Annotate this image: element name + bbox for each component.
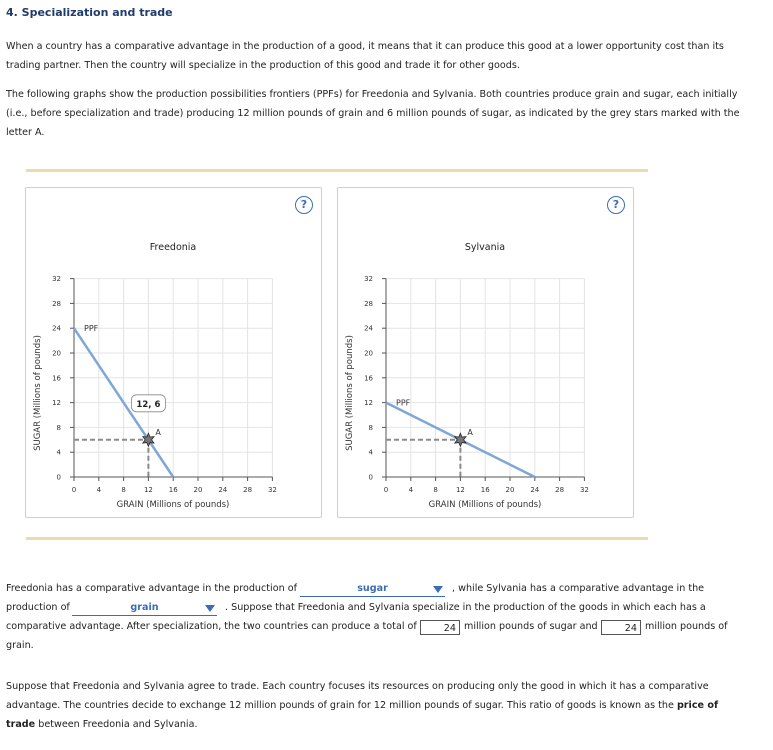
sylvania-grid xyxy=(386,279,584,477)
sylvania-graph[interactable] xyxy=(338,188,633,517)
total-grain-input[interactable]: 24 xyxy=(601,620,641,635)
sylvania-help-button[interactable]: ? xyxy=(607,196,625,214)
sylvania-graph-panel xyxy=(337,187,634,518)
answer-text-6: million pounds of sugar and xyxy=(464,621,598,632)
divider-top xyxy=(26,169,648,172)
freedonia-y-tick-label: 4 xyxy=(56,448,61,457)
freedonia-y-tick-label: 28 xyxy=(52,299,61,308)
dropdown-2-value: grain xyxy=(130,602,159,613)
freedonia-graph[interactable] xyxy=(26,188,321,517)
freedonia-x-tick-label: 32 xyxy=(267,486,277,494)
sylvania-ppf-label: PPF xyxy=(396,398,411,408)
sylvania-y-tick-label: 28 xyxy=(364,299,373,308)
sylvania-y-tick-label: 0 xyxy=(368,473,373,482)
sylvania-x-tick-label: 16 xyxy=(480,486,490,494)
sylvania-x-tick-label: 20 xyxy=(505,486,515,494)
intro-paragraph-1: When a country has a comparative advantage in the production of a good, it means that it can produce this good at a lower opportunity cost than its trading partner. Then the country will specialize in the production of this good and trade it for other goods. xyxy=(6,41,724,71)
freedonia-tooltip-text: 12, 6 xyxy=(136,399,161,410)
freedonia-help-button[interactable]: ? xyxy=(295,196,313,214)
freedonia-y-tick-label: 8 xyxy=(56,423,61,432)
answer-text-7: million pounds of xyxy=(645,621,728,632)
sylvania-y-axis-label: SUGAR (Millions of pounds) xyxy=(345,335,355,451)
sylvania-y-tick-label: 16 xyxy=(364,374,373,383)
sylvania-point-a-label: A xyxy=(467,427,473,437)
sylvania-x-tick-label: 4 xyxy=(408,486,414,494)
freedonia-x-tick-label: 0 xyxy=(71,486,77,494)
freedonia-grid xyxy=(74,279,272,477)
sylvania-x-axis-label: GRAIN (Millions of pounds) xyxy=(428,500,542,510)
sylvania-y-tick-label: 12 xyxy=(364,399,373,408)
freedonia-y-tick-label: 20 xyxy=(52,349,61,358)
divider-bottom xyxy=(26,537,648,540)
chevron-down-icon xyxy=(205,605,215,612)
sylvania-ticks xyxy=(364,275,589,494)
freedonia-y-tick-label: 16 xyxy=(52,374,61,383)
answer-text-4: . Suppose that Freedonia and Sylvania specialize in the production of the goods in which each has a xyxy=(225,602,706,613)
answer-text-1: Freedonia has a comparative advantage in the production of xyxy=(6,583,297,594)
freedonia-x-tick-label: 24 xyxy=(218,486,228,494)
sylvania-x-tick-label: 8 xyxy=(433,486,438,494)
sylvania-y-tick-label: 32 xyxy=(364,275,373,284)
freedonia-x-tick-label: 4 xyxy=(96,486,102,494)
section-heading: 4. Specialization and trade xyxy=(6,6,173,19)
freedonia-x-tick-label: 28 xyxy=(243,486,253,494)
chevron-down-icon xyxy=(433,586,443,593)
trade-tail: between Freedonia and Sylvania. xyxy=(38,719,198,730)
freedonia-y-tick-label: 0 xyxy=(56,473,61,482)
freedonia-y-tick-label: 12 xyxy=(52,399,61,408)
sylvania-x-tick-label: 24 xyxy=(530,486,540,494)
freedonia-title: Freedonia xyxy=(149,242,197,253)
sylvania-y-tick-label: 8 xyxy=(368,423,373,432)
freedonia-x-axis-label: GRAIN (Millions of pounds) xyxy=(116,500,230,510)
sylvania-x-tick-label: 28 xyxy=(555,486,565,494)
trade-bold-2: trade xyxy=(6,719,36,730)
intro-paragraph-2: The following graphs show the production possibilities frontiers (PPFs) for Freedonia and Sylvania. Both countries produce grain and sugar, each initially (i.e., before specialization and trade) producing 12 million pounds of grain and 6 million pounds of sugar, as indicated by the grey stars marked with the letter A. xyxy=(6,89,740,138)
sylvania-point-a-star[interactable] xyxy=(455,433,466,446)
answer-text-5: comparative advantage. After specialization, the two countries can produce a total of xyxy=(6,621,417,632)
answer-text-2: , while Sylvania has a comparative advantage in the xyxy=(452,583,705,594)
freedonia-y-tick-label: 32 xyxy=(52,275,61,284)
freedonia-x-tick-label: 12 xyxy=(143,486,153,494)
freedonia-x-tick-label: 16 xyxy=(168,486,178,494)
comparative-advantage-freedonia-dropdown[interactable] xyxy=(300,583,445,597)
freedonia-graph-panel xyxy=(25,187,322,518)
freedonia-point-tooltip xyxy=(131,395,165,412)
freedonia-y-axis-label: SUGAR (Millions of pounds) xyxy=(33,335,43,451)
freedonia-x-tick-label: 8 xyxy=(121,486,126,494)
answer-text-8: grain. xyxy=(6,640,34,651)
freedonia-x-tick-label: 20 xyxy=(193,486,203,494)
answer-text-3: production of xyxy=(6,602,70,613)
sylvania-x-tick-label: 12 xyxy=(455,486,465,494)
freedonia-point-a-label: A xyxy=(155,427,161,437)
freedonia-ticks xyxy=(52,275,277,494)
trade-text: Suppose that Freedonia and Sylvania agree to trade. Each country focuses its resources on producing only the good in which it has a comparative advantage. The countries decide to exchange 12 million pounds of grain for 12 million pounds of sugar. This ratio of goods is known as the xyxy=(6,681,709,711)
sylvania-y-tick-label: 24 xyxy=(364,324,373,333)
comparative-advantage-sylvania-dropdown[interactable] xyxy=(72,602,217,616)
dropdown-1-value: sugar xyxy=(357,583,388,594)
trade-paragraph xyxy=(6,677,741,734)
trade-bold-1: price of xyxy=(676,700,719,711)
freedonia-y-tick-label: 24 xyxy=(52,324,61,333)
sylvania-y-tick-label: 20 xyxy=(364,349,373,358)
sylvania-title: Sylvania xyxy=(464,242,506,253)
freedonia-ppf-label: PPF xyxy=(84,324,99,334)
sylvania-x-tick-label: 32 xyxy=(579,486,589,494)
total-sugar-input[interactable]: 24 xyxy=(420,620,460,635)
sylvania-y-tick-label: 4 xyxy=(368,448,373,457)
sylvania-x-tick-label: 0 xyxy=(383,486,389,494)
